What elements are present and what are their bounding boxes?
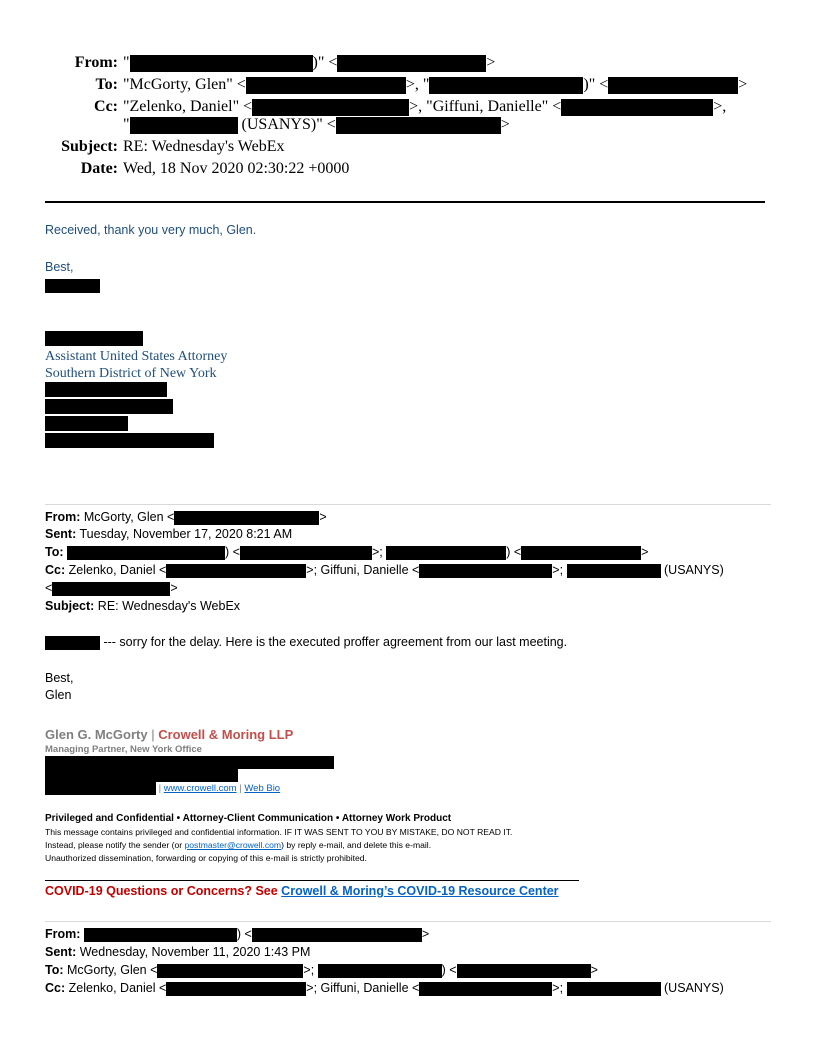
msg1-to: To: ) < >; ) < > bbox=[45, 545, 649, 559]
redaction bbox=[130, 55, 313, 72]
msg2-cc: Cc: Zelenko, Daniel < >; Giffuni, Danielle < >; (USANYS) bbox=[45, 981, 724, 995]
message-divider bbox=[45, 504, 771, 505]
msg1-cc: Cc: Zelenko, Daniel < >; Giffuni, Danielle < >; (USANYS) bbox=[45, 563, 724, 577]
redaction bbox=[419, 982, 552, 996]
confidentiality-line-1: This message contains privileged and confidential information. IF IT WAS SENT TO YOU BY MISTAKE, DO NOT READ IT. bbox=[45, 827, 513, 837]
redaction bbox=[45, 782, 156, 795]
redaction bbox=[45, 416, 128, 431]
msg2-from: From: ) < > bbox=[45, 927, 430, 941]
from-value: " )" < > bbox=[123, 54, 496, 71]
redaction bbox=[252, 928, 422, 942]
redaction bbox=[567, 982, 661, 996]
signature-office: Southern District of New York bbox=[45, 366, 217, 381]
header-divider bbox=[45, 201, 765, 203]
redaction bbox=[174, 511, 319, 525]
web-bio-link[interactable]: Web Bio bbox=[244, 783, 281, 795]
msg1-cc-line2: < > bbox=[45, 581, 178, 595]
msg1-glen: Glen bbox=[45, 688, 72, 702]
cc-value-line2: " (USANYS)" < > bbox=[123, 116, 510, 133]
redaction bbox=[45, 769, 238, 782]
redaction bbox=[429, 77, 583, 94]
redaction bbox=[457, 964, 591, 978]
cc-value: "Zelenko, Daniel" < >, "Giffuni, Danielle" < >, bbox=[123, 98, 727, 115]
covid-divider bbox=[45, 880, 579, 881]
subject-value: RE: Wednesday's WebEx bbox=[123, 138, 285, 155]
redaction bbox=[561, 99, 713, 116]
redaction bbox=[166, 564, 306, 578]
postmaster-email-link[interactable]: postmaster@crowell.com bbox=[184, 840, 282, 850]
redaction bbox=[45, 382, 167, 397]
signature-role: Managing Partner, New York Office bbox=[45, 744, 202, 755]
redaction bbox=[45, 399, 173, 414]
msg1-signature: Glen G. McGorty | Crowell & Moring LLP bbox=[45, 727, 294, 742]
website-link[interactable]: www.crowell.com bbox=[163, 783, 237, 795]
reply-closing: Best, bbox=[45, 260, 74, 274]
from-label: From: bbox=[74, 54, 118, 71]
subject-label: Subject: bbox=[61, 138, 118, 155]
signature-links: | www.crowell.com | Web Bio bbox=[45, 782, 280, 795]
firm-name: Crowell & Moring LLP bbox=[158, 727, 294, 742]
to-label: To: bbox=[95, 76, 118, 93]
confidentiality-line-2: Instead, please notify the sender (or postmaster@crowell.com) by reply e-mail, and delete this e-mail. bbox=[45, 840, 432, 850]
redaction bbox=[521, 546, 641, 560]
redaction bbox=[157, 964, 303, 978]
redaction bbox=[45, 331, 143, 346]
redaction bbox=[67, 546, 225, 560]
redaction bbox=[419, 564, 552, 578]
redaction bbox=[130, 117, 238, 134]
redaction bbox=[336, 117, 501, 134]
confidentiality-title: Privileged and Confidential • Attorney-Client Communication • Attorney Work Product bbox=[45, 813, 452, 824]
redaction bbox=[318, 964, 442, 978]
redaction bbox=[45, 279, 100, 293]
message-divider bbox=[45, 921, 771, 922]
redaction bbox=[45, 636, 100, 650]
redaction bbox=[252, 99, 409, 116]
msg1-sent: Sent: Tuesday, November 17, 2020 8:21 AM bbox=[45, 527, 293, 541]
redaction bbox=[386, 546, 506, 560]
msg2-to: To: McGorty, Glen < >; ) < > bbox=[45, 963, 598, 977]
redaction bbox=[240, 546, 372, 560]
redaction bbox=[52, 582, 170, 596]
signature-title: Assistant United States Attorney bbox=[45, 349, 228, 364]
msg1-body: --- sorry for the delay. Here is the executed proffer agreement from our last meeting. bbox=[45, 634, 567, 651]
redaction bbox=[608, 77, 738, 94]
msg2-sent: Sent: Wednesday, November 11, 2020 1:43 PM bbox=[45, 945, 311, 959]
redaction bbox=[84, 928, 237, 942]
msg1-best: Best, bbox=[45, 671, 74, 685]
redaction bbox=[45, 756, 334, 769]
date-label: Date: bbox=[80, 160, 118, 177]
reply-line: Received, thank you very much, Glen. bbox=[45, 223, 257, 237]
redaction bbox=[567, 564, 661, 578]
date-value: Wed, 18 Nov 2020 02:30:22 +0000 bbox=[123, 160, 350, 177]
cc-label: Cc: bbox=[94, 98, 118, 115]
redaction bbox=[337, 55, 486, 72]
redaction bbox=[246, 77, 406, 94]
covid-notice: COVID-19 Questions or Concerns? See Crowell & Moring’s COVID-19 Resource Center bbox=[45, 884, 559, 898]
redaction bbox=[166, 982, 306, 996]
msg1-from: From: McGorty, Glen < > bbox=[45, 510, 327, 524]
confidentiality-line-3: Unauthorized dissemination, forwarding or copying of this e-mail is strictly prohibited. bbox=[45, 853, 367, 863]
msg1-subject: Subject: RE: Wednesday's WebEx bbox=[45, 599, 241, 613]
covid-resource-link[interactable]: Crowell & Moring’s COVID-19 Resource Center bbox=[281, 884, 559, 898]
redaction bbox=[45, 433, 214, 448]
to-value: "McGorty, Glen" < >, " )" < > bbox=[123, 76, 748, 93]
